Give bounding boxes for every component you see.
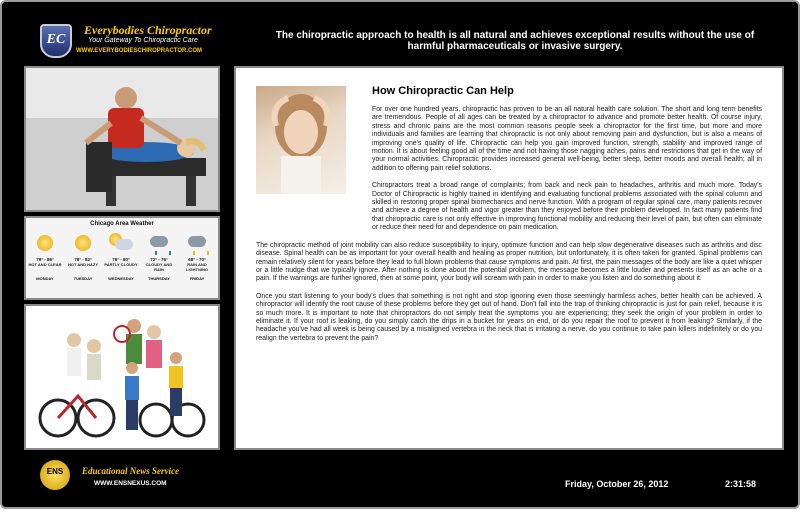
article-paragraph: Chiropractors treat a broad range of complaints; from back and neck pain to headaches, arthritis and much more. Today's Doctor of Chiropractic is highly trained in identifying and evaluating functional problems associated with the spinal column and skilled in restoring proper spinal biomechanics and nerve function. With a program of regular spinal care, many patients recover and achieve a degree of health and vigor greater than they enjoyed before their problem developed. In fact many patients find that chiropractic care is not only effective in improving functional mobility and reducing their level of pain, but often can eliminate or reduce their need for and dependence on pain medication.	[372, 182, 762, 232]
weather-condition: HOT AND HAZY	[67, 262, 99, 267]
article-paragraph: The chiropractic method of joint mobility can also reduce susceptibility to injury, optimize function and can help slow degenerative diseases such as arthritis and disc disease. Spinal health can be as important for your overall health and healing as proper nutrition, but unfortunately, it is often taken for granted. Spinal problems can remain relatively silent for years before they lead to full blown problems that cause symptoms and pain. At first, the pain messages of the body are like a quiet whisper or a little nudge that we typically ignore. After nothing is done about the potential problem, the message becomes a little louder and presents itself as an ache or a pain. If the warnings are further ignored, then at some point, your body will scream with pain in order to make you listen and do something about it.	[256, 241, 762, 283]
headache-woman-photo	[256, 86, 346, 194]
article-paragraph: Once you start listening to your body's clues that something is not right and stop ignoring even those seemingly harmless aches, better health can be achieved. A chiropractor will identify the root cause of these problems before they get out of hand. Don't fall into the trap of thinking chiropractic is just for pain relief, because it is so much more. It is important to note that chiropractors do not simply treat the symptoms you are experiencing; they seek the origin of your problem in order to eliminate it. If your roof is leaking, do you simply catch the drips in a bucket for years on end, or do you repair the roof to prevent it from leaking? Similarly, if the headache you've had all week is being caused by a misaligned vertebra in the neck that is irritating a nerve, do you continue to take pain killers indefinitely or do you realign the vertebra to prevent the pain?	[256, 292, 762, 342]
weather-day	[104, 230, 138, 294]
ens-name: Educational News Service	[82, 466, 179, 476]
weather-condition: CLOUDY AND RAIN	[145, 262, 173, 272]
weather-day	[66, 230, 100, 294]
weather-temp: 76° - 80°	[112, 257, 130, 262]
sun-icon	[33, 233, 57, 255]
brand-url: WWW.EVERYBODIESCHIROPRACTOR.COM	[76, 48, 203, 54]
weather-condition: PARTLY CLOUDY	[104, 262, 138, 267]
article-paragraph: For over one hundred years, chiropractic has proven to be an all natural health care solution. The short and long term benefits are tremendous. People of all ages can be treated by a chiropractor to advance and promote better health. Of course injury, stress and chronic pains are the most common reasons people seek a chiropractor for the first time, but more and more individuals and families are learning that chiropractic is not only about removing pain and dysfunction, but is also a means of improving one's quality of life. Chiropractic can help you gain improved function, strength, stability and improved range of motion. It is about feeling good all of the time and not having those nagging aches, pains and restrictions that get in the way of your normal activities. Chiropractic provides increased general well-being, better sleep, better moods and overall health; all in addition to offering pain relief solutions.	[372, 106, 762, 172]
weather-day-name: FRIDAY	[189, 276, 205, 281]
weather-day	[28, 230, 62, 294]
weather-panel	[24, 216, 220, 300]
header	[2, 2, 798, 64]
partly-cloudy-icon	[109, 233, 133, 255]
cloud-rain-icon	[147, 233, 171, 255]
article-panel	[234, 66, 784, 450]
ens-logo	[40, 460, 70, 490]
current-date: Friday, October 26, 2012	[565, 479, 669, 489]
brand-tagline: Your Gateway To Chiropractic Care	[88, 37, 198, 44]
footer	[2, 450, 798, 507]
ens-initials: ENS	[46, 467, 64, 476]
weather-day	[180, 230, 214, 294]
weather-day-name: WEDNESDAY	[108, 276, 134, 281]
family-bicycles-photo	[24, 304, 220, 450]
weather-temp: 79° - 86°	[36, 257, 54, 262]
chiropractor-logo	[40, 24, 72, 58]
weather-day-name: MONDAY	[36, 276, 54, 281]
header-tagline: The chiropractic approach to health is all natural and achieves exceptional results without the use of harmful pharmaceuticals or invasive surgery.	[275, 30, 755, 52]
current-time: 2:31:58	[725, 479, 757, 489]
sun-icon	[71, 233, 95, 255]
adjustment-illustration	[26, 68, 218, 210]
weather-temp: 78° - 82°	[74, 257, 92, 262]
article-body	[256, 106, 762, 352]
headache-illustration	[256, 86, 346, 194]
weather-temp: 72° - 76°	[150, 257, 168, 262]
weather-day	[142, 230, 176, 294]
family-illustration	[26, 306, 218, 448]
weather-title: Chicago Area Weather	[90, 221, 154, 227]
brand-name: Everybodies Chiropractor	[84, 23, 212, 37]
chiropractic-adjustment-photo	[24, 66, 220, 212]
weather-condition: RAIN AND LIGHTNING	[186, 262, 208, 272]
weather-condition: HOT AND CLEAR	[28, 262, 62, 267]
weather-day-name: TUESDAY	[73, 276, 93, 281]
logo-initials: EC	[46, 32, 66, 47]
storm-icon	[185, 233, 209, 255]
weather-day-name: THURSDAY	[148, 276, 170, 281]
weather-temp: 68° - 70°	[188, 257, 206, 262]
ens-url: WWW.ENSNEXUS.COM	[94, 480, 167, 487]
article-title: How Chiropractic Can Help	[372, 85, 514, 97]
